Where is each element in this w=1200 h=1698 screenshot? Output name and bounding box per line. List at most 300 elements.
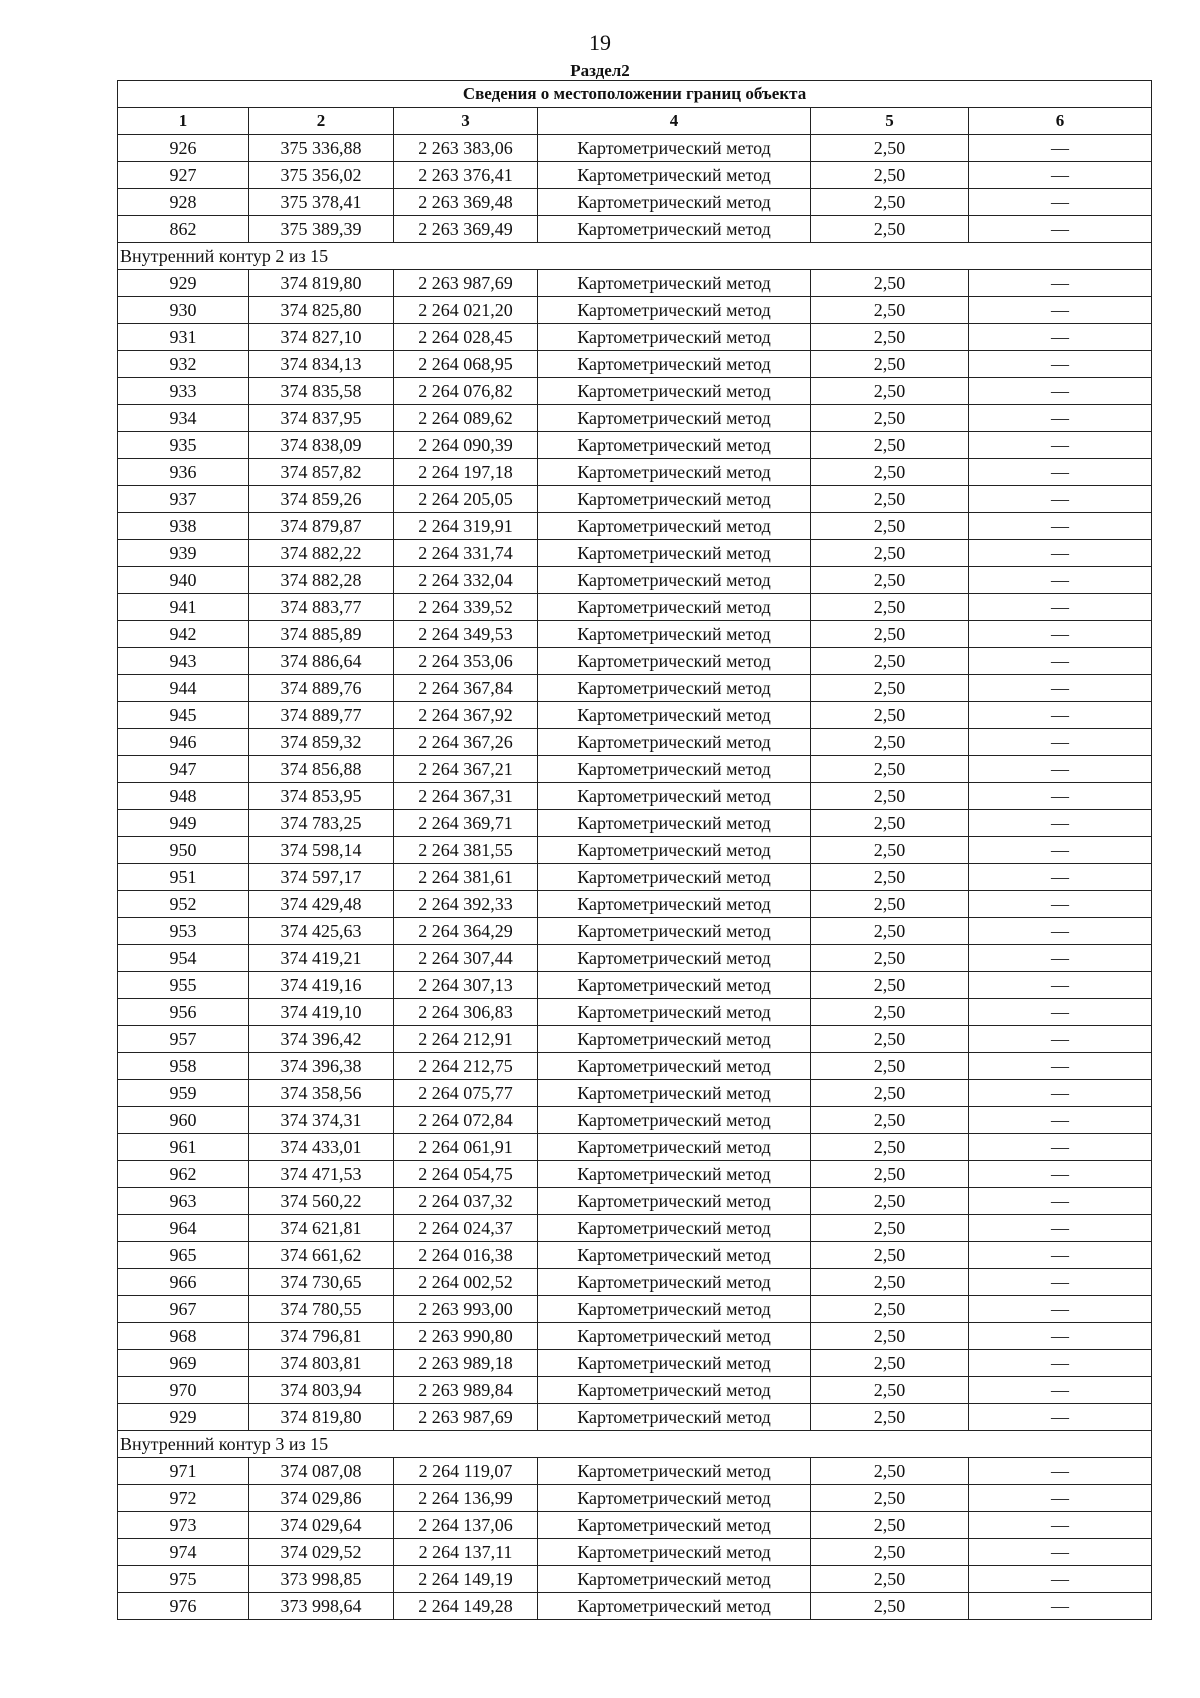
- table-row: [118, 459, 1152, 486]
- point-number-cell: 975: [118, 1566, 249, 1593]
- description-cell: —: [969, 1512, 1152, 1539]
- method-cell: Картометрический метод: [538, 864, 811, 891]
- description-cell: —: [969, 1242, 1152, 1269]
- table-caption: Сведения о местоположении границ объекта: [118, 81, 1152, 108]
- table-row: [118, 378, 1152, 405]
- point-number-cell: 927: [118, 162, 249, 189]
- x-coordinate-cell: 374 803,94: [249, 1377, 394, 1404]
- method-cell: Картометрический метод: [538, 594, 811, 621]
- x-coordinate-cell: 374 419,16: [249, 972, 394, 999]
- accuracy-cell: 2,50: [811, 1566, 969, 1593]
- y-coordinate-cell: 2 264 136,99: [394, 1485, 538, 1512]
- method-cell: Картометрический метод: [538, 729, 811, 756]
- method-cell: Картометрический метод: [538, 837, 811, 864]
- point-number-cell: 971: [118, 1458, 249, 1485]
- method-cell: Картометрический метод: [538, 189, 811, 216]
- table-row: [118, 999, 1152, 1026]
- x-coordinate-cell: 374 471,53: [249, 1161, 394, 1188]
- description-cell: —: [969, 648, 1152, 675]
- y-coordinate-cell: 2 264 349,53: [394, 621, 538, 648]
- y-coordinate-cell: 2 263 989,18: [394, 1350, 538, 1377]
- point-number-cell: 954: [118, 945, 249, 972]
- table-row: [118, 1512, 1152, 1539]
- table-row: [118, 1215, 1152, 1242]
- y-coordinate-cell: 2 264 076,82: [394, 378, 538, 405]
- method-cell: Картометрический метод: [538, 621, 811, 648]
- column-number: 4: [538, 108, 811, 135]
- table-row: [118, 1377, 1152, 1404]
- description-cell: —: [969, 756, 1152, 783]
- point-number-cell: 937: [118, 486, 249, 513]
- column-number: 1: [118, 108, 249, 135]
- accuracy-cell: 2,50: [811, 1053, 969, 1080]
- table-row: [118, 162, 1152, 189]
- method-cell: Картометрический метод: [538, 135, 811, 162]
- table-row: [118, 1350, 1152, 1377]
- accuracy-cell: 2,50: [811, 972, 969, 999]
- point-number-cell: 934: [118, 405, 249, 432]
- description-cell: —: [969, 945, 1152, 972]
- accuracy-cell: 2,50: [811, 918, 969, 945]
- x-coordinate-cell: 374 396,38: [249, 1053, 394, 1080]
- accuracy-cell: 2,50: [811, 513, 969, 540]
- method-cell: Картометрический метод: [538, 405, 811, 432]
- method-cell: Картометрический метод: [538, 1296, 811, 1323]
- table-row: [118, 324, 1152, 351]
- method-cell: Картометрический метод: [538, 270, 811, 297]
- coordinates-table: [117, 80, 1152, 1620]
- x-coordinate-cell: 374 597,17: [249, 864, 394, 891]
- contour-label: Внутренний контур 3 из 15: [118, 1431, 1152, 1458]
- x-coordinate-cell: 374 087,08: [249, 1458, 394, 1485]
- point-number-cell: 929: [118, 1404, 249, 1431]
- accuracy-cell: 2,50: [811, 837, 969, 864]
- x-coordinate-cell: 374 886,64: [249, 648, 394, 675]
- y-coordinate-cell: 2 264 205,05: [394, 486, 538, 513]
- description-cell: —: [969, 1107, 1152, 1134]
- point-number-cell: 933: [118, 378, 249, 405]
- accuracy-cell: 2,50: [811, 1296, 969, 1323]
- point-number-cell: 938: [118, 513, 249, 540]
- x-coordinate-cell: 374 419,10: [249, 999, 394, 1026]
- method-cell: Картометрический метод: [538, 702, 811, 729]
- x-coordinate-cell: 374 883,77: [249, 594, 394, 621]
- table-row: [118, 810, 1152, 837]
- point-number-cell: 955: [118, 972, 249, 999]
- table-row: [118, 297, 1152, 324]
- x-coordinate-cell: 374 029,52: [249, 1539, 394, 1566]
- point-number-cell: 964: [118, 1215, 249, 1242]
- description-cell: —: [969, 999, 1152, 1026]
- table-row: [118, 1296, 1152, 1323]
- accuracy-cell: 2,50: [811, 1080, 969, 1107]
- point-number-cell: 946: [118, 729, 249, 756]
- accuracy-cell: 2,50: [811, 216, 969, 243]
- accuracy-cell: 2,50: [811, 945, 969, 972]
- description-cell: —: [969, 270, 1152, 297]
- description-cell: —: [969, 1593, 1152, 1620]
- point-number-cell: 939: [118, 540, 249, 567]
- point-number-cell: 935: [118, 432, 249, 459]
- table-row: [118, 351, 1152, 378]
- x-coordinate-cell: 374 853,95: [249, 783, 394, 810]
- y-coordinate-cell: 2 264 319,91: [394, 513, 538, 540]
- y-coordinate-cell: 2 263 369,48: [394, 189, 538, 216]
- y-coordinate-cell: 2 264 392,33: [394, 891, 538, 918]
- description-cell: —: [969, 1215, 1152, 1242]
- method-cell: Картометрический метод: [538, 1458, 811, 1485]
- method-cell: Картометрический метод: [538, 162, 811, 189]
- description-cell: —: [969, 1458, 1152, 1485]
- table-row: [118, 648, 1152, 675]
- method-cell: Картометрический метод: [538, 1566, 811, 1593]
- table-row: [118, 135, 1152, 162]
- method-cell: Картометрический метод: [538, 297, 811, 324]
- x-coordinate-cell: 374 374,31: [249, 1107, 394, 1134]
- x-coordinate-cell: 374 730,65: [249, 1269, 394, 1296]
- y-coordinate-cell: 2 264 002,52: [394, 1269, 538, 1296]
- accuracy-cell: 2,50: [811, 648, 969, 675]
- table-row: [118, 783, 1152, 810]
- accuracy-cell: 2,50: [811, 405, 969, 432]
- description-cell: —: [969, 1026, 1152, 1053]
- accuracy-cell: 2,50: [811, 432, 969, 459]
- table-row: [118, 432, 1152, 459]
- description-cell: —: [969, 1350, 1152, 1377]
- y-coordinate-cell: 2 264 367,26: [394, 729, 538, 756]
- method-cell: Картометрический метод: [538, 513, 811, 540]
- method-cell: Картометрический метод: [538, 810, 811, 837]
- point-number-cell: 949: [118, 810, 249, 837]
- y-coordinate-cell: 2 263 376,41: [394, 162, 538, 189]
- table-row: [118, 891, 1152, 918]
- method-cell: Картометрический метод: [538, 945, 811, 972]
- table-row: [118, 864, 1152, 891]
- accuracy-cell: 2,50: [811, 1107, 969, 1134]
- method-cell: Картометрический метод: [538, 1539, 811, 1566]
- table-row: [118, 594, 1152, 621]
- x-coordinate-cell: 374 598,14: [249, 837, 394, 864]
- y-coordinate-cell: 2 264 068,95: [394, 351, 538, 378]
- x-coordinate-cell: 374 856,88: [249, 756, 394, 783]
- accuracy-cell: 2,50: [811, 594, 969, 621]
- x-coordinate-cell: 374 661,62: [249, 1242, 394, 1269]
- method-cell: Картометрический метод: [538, 324, 811, 351]
- accuracy-cell: 2,50: [811, 459, 969, 486]
- table-row: [118, 1404, 1152, 1431]
- x-coordinate-cell: 374 780,55: [249, 1296, 394, 1323]
- method-cell: Картометрический метод: [538, 1188, 811, 1215]
- section-title: Раздел2: [570, 61, 630, 80]
- point-number-cell: 936: [118, 459, 249, 486]
- method-cell: Картометрический метод: [538, 1053, 811, 1080]
- method-cell: Картометрический метод: [538, 1377, 811, 1404]
- table-row: [118, 567, 1152, 594]
- point-number-cell: 951: [118, 864, 249, 891]
- point-number-cell: 974: [118, 1539, 249, 1566]
- method-cell: Картометрический метод: [538, 432, 811, 459]
- contour-header-row: [118, 1431, 1152, 1458]
- method-cell: Картометрический метод: [538, 999, 811, 1026]
- column-number: 5: [811, 108, 969, 135]
- method-cell: Картометрический метод: [538, 1485, 811, 1512]
- method-cell: Картометрический метод: [538, 378, 811, 405]
- point-number-cell: 967: [118, 1296, 249, 1323]
- table-row: [118, 756, 1152, 783]
- method-cell: Картометрический метод: [538, 1215, 811, 1242]
- description-cell: —: [969, 1080, 1152, 1107]
- table-row: [118, 513, 1152, 540]
- accuracy-cell: 2,50: [811, 1269, 969, 1296]
- x-coordinate-cell: 374 825,80: [249, 297, 394, 324]
- accuracy-cell: 2,50: [811, 1026, 969, 1053]
- method-cell: Картометрический метод: [538, 486, 811, 513]
- point-number-cell: 973: [118, 1512, 249, 1539]
- x-coordinate-cell: 374 425,63: [249, 918, 394, 945]
- description-cell: —: [969, 378, 1152, 405]
- point-number-cell: 958: [118, 1053, 249, 1080]
- accuracy-cell: 2,50: [811, 999, 969, 1026]
- x-coordinate-cell: 374 859,26: [249, 486, 394, 513]
- x-coordinate-cell: 374 834,13: [249, 351, 394, 378]
- accuracy-cell: 2,50: [811, 783, 969, 810]
- x-coordinate-cell: 374 885,89: [249, 621, 394, 648]
- description-cell: —: [969, 1539, 1152, 1566]
- table-row: [118, 486, 1152, 513]
- x-coordinate-cell: 374 560,22: [249, 1188, 394, 1215]
- accuracy-cell: 2,50: [811, 1458, 969, 1485]
- description-cell: —: [969, 567, 1152, 594]
- point-number-cell: 931: [118, 324, 249, 351]
- method-cell: Картометрический метод: [538, 1404, 811, 1431]
- y-coordinate-cell: 2 264 037,32: [394, 1188, 538, 1215]
- x-coordinate-cell: 374 358,56: [249, 1080, 394, 1107]
- y-coordinate-cell: 2 264 306,83: [394, 999, 538, 1026]
- y-coordinate-cell: 2 264 137,11: [394, 1539, 538, 1566]
- accuracy-cell: 2,50: [811, 1350, 969, 1377]
- accuracy-cell: 2,50: [811, 135, 969, 162]
- method-cell: Картометрический метод: [538, 891, 811, 918]
- point-number-cell: 963: [118, 1188, 249, 1215]
- contour-header-row: [118, 243, 1152, 270]
- x-coordinate-cell: 374 889,76: [249, 675, 394, 702]
- x-coordinate-cell: 374 889,77: [249, 702, 394, 729]
- method-cell: Картометрический метод: [538, 1242, 811, 1269]
- point-number-cell: 929: [118, 270, 249, 297]
- x-coordinate-cell: 375 356,02: [249, 162, 394, 189]
- accuracy-cell: 2,50: [811, 1539, 969, 1566]
- table-row: [118, 1080, 1152, 1107]
- description-cell: —: [969, 1566, 1152, 1593]
- table-row: [118, 1134, 1152, 1161]
- description-cell: —: [969, 729, 1152, 756]
- point-number-cell: 976: [118, 1593, 249, 1620]
- accuracy-cell: 2,50: [811, 1188, 969, 1215]
- column-number-row: [118, 108, 1152, 135]
- table-row: [118, 945, 1152, 972]
- y-coordinate-cell: 2 264 367,92: [394, 702, 538, 729]
- y-coordinate-cell: 2 263 993,00: [394, 1296, 538, 1323]
- y-coordinate-cell: 2 264 072,84: [394, 1107, 538, 1134]
- accuracy-cell: 2,50: [811, 729, 969, 756]
- description-cell: —: [969, 459, 1152, 486]
- table-row: [118, 1566, 1152, 1593]
- point-number-cell: 952: [118, 891, 249, 918]
- point-number-cell: 940: [118, 567, 249, 594]
- method-cell: Картометрический метод: [538, 1134, 811, 1161]
- table-row: [118, 189, 1152, 216]
- y-coordinate-cell: 2 264 054,75: [394, 1161, 538, 1188]
- table-row: [118, 270, 1152, 297]
- description-cell: —: [969, 432, 1152, 459]
- point-number-cell: 948: [118, 783, 249, 810]
- point-number-cell: 945: [118, 702, 249, 729]
- point-number-cell: 962: [118, 1161, 249, 1188]
- table-row: [118, 216, 1152, 243]
- description-cell: —: [969, 135, 1152, 162]
- method-cell: Картометрический метод: [538, 567, 811, 594]
- x-coordinate-cell: 374 803,81: [249, 1350, 394, 1377]
- accuracy-cell: 2,50: [811, 1485, 969, 1512]
- x-coordinate-cell: 374 879,87: [249, 513, 394, 540]
- point-number-cell: 957: [118, 1026, 249, 1053]
- accuracy-cell: 2,50: [811, 864, 969, 891]
- column-number: 2: [249, 108, 394, 135]
- description-cell: —: [969, 675, 1152, 702]
- point-number-cell: 947: [118, 756, 249, 783]
- method-cell: Картометрический метод: [538, 918, 811, 945]
- y-coordinate-cell: 2 264 212,75: [394, 1053, 538, 1080]
- accuracy-cell: 2,50: [811, 810, 969, 837]
- x-coordinate-cell: 374 837,95: [249, 405, 394, 432]
- x-coordinate-cell: 374 429,48: [249, 891, 394, 918]
- table-caption-row: [118, 81, 1152, 108]
- column-number: 3: [394, 108, 538, 135]
- y-coordinate-cell: 2 264 353,06: [394, 648, 538, 675]
- table-row: [118, 1053, 1152, 1080]
- method-cell: Картометрический метод: [538, 1323, 811, 1350]
- point-number-cell: 950: [118, 837, 249, 864]
- point-number-cell: 959: [118, 1080, 249, 1107]
- point-number-cell: 960: [118, 1107, 249, 1134]
- description-cell: —: [969, 1188, 1152, 1215]
- method-cell: Картометрический метод: [538, 675, 811, 702]
- description-cell: —: [969, 1296, 1152, 1323]
- page-number: 19: [589, 30, 611, 55]
- description-cell: —: [969, 702, 1152, 729]
- accuracy-cell: 2,50: [811, 702, 969, 729]
- description-cell: —: [969, 972, 1152, 999]
- description-cell: —: [969, 1377, 1152, 1404]
- y-coordinate-cell: 2 264 339,52: [394, 594, 538, 621]
- y-coordinate-cell: 2 263 989,84: [394, 1377, 538, 1404]
- point-number-cell: 942: [118, 621, 249, 648]
- description-cell: —: [969, 351, 1152, 378]
- table-row: [118, 1593, 1152, 1620]
- table-row: [118, 972, 1152, 999]
- point-number-cell: 961: [118, 1134, 249, 1161]
- method-cell: Картометрический метод: [538, 351, 811, 378]
- description-cell: —: [969, 513, 1152, 540]
- description-cell: —: [969, 783, 1152, 810]
- table-row: [118, 837, 1152, 864]
- accuracy-cell: 2,50: [811, 1593, 969, 1620]
- y-coordinate-cell: 2 264 332,04: [394, 567, 538, 594]
- y-coordinate-cell: 2 264 090,39: [394, 432, 538, 459]
- method-cell: Картометрический метод: [538, 540, 811, 567]
- accuracy-cell: 2,50: [811, 486, 969, 513]
- description-cell: —: [969, 540, 1152, 567]
- accuracy-cell: 2,50: [811, 891, 969, 918]
- method-cell: Картометрический метод: [538, 1107, 811, 1134]
- description-cell: —: [969, 918, 1152, 945]
- point-number-cell: 968: [118, 1323, 249, 1350]
- y-coordinate-cell: 2 264 149,28: [394, 1593, 538, 1620]
- y-coordinate-cell: 2 263 369,49: [394, 216, 538, 243]
- accuracy-cell: 2,50: [811, 297, 969, 324]
- x-coordinate-cell: 374 882,22: [249, 540, 394, 567]
- x-coordinate-cell: 373 998,64: [249, 1593, 394, 1620]
- table-row: [118, 702, 1152, 729]
- point-number-cell: 944: [118, 675, 249, 702]
- point-number-cell: 972: [118, 1485, 249, 1512]
- description-cell: —: [969, 324, 1152, 351]
- description-cell: —: [969, 189, 1152, 216]
- method-cell: Картометрический метод: [538, 1026, 811, 1053]
- y-coordinate-cell: 2 264 149,19: [394, 1566, 538, 1593]
- y-coordinate-cell: 2 264 381,61: [394, 864, 538, 891]
- accuracy-cell: 2,50: [811, 378, 969, 405]
- method-cell: Картометрический метод: [538, 459, 811, 486]
- table-row: [118, 675, 1152, 702]
- point-number-cell: 926: [118, 135, 249, 162]
- y-coordinate-cell: 2 264 367,21: [394, 756, 538, 783]
- accuracy-cell: 2,50: [811, 756, 969, 783]
- y-coordinate-cell: 2 264 212,91: [394, 1026, 538, 1053]
- accuracy-cell: 2,50: [811, 567, 969, 594]
- description-cell: —: [969, 864, 1152, 891]
- description-cell: —: [969, 297, 1152, 324]
- description-cell: —: [969, 891, 1152, 918]
- y-coordinate-cell: 2 264 307,44: [394, 945, 538, 972]
- point-number-cell: 953: [118, 918, 249, 945]
- table-row: [118, 1539, 1152, 1566]
- table-row: [118, 1188, 1152, 1215]
- x-coordinate-cell: 374 396,42: [249, 1026, 394, 1053]
- table-row: [118, 918, 1152, 945]
- method-cell: Картометрический метод: [538, 1161, 811, 1188]
- y-coordinate-cell: 2 264 307,13: [394, 972, 538, 999]
- accuracy-cell: 2,50: [811, 1242, 969, 1269]
- point-number-cell: 941: [118, 594, 249, 621]
- y-coordinate-cell: 2 264 367,84: [394, 675, 538, 702]
- point-number-cell: 928: [118, 189, 249, 216]
- description-cell: —: [969, 405, 1152, 432]
- x-coordinate-cell: 374 029,64: [249, 1512, 394, 1539]
- y-coordinate-cell: 2 263 987,69: [394, 1404, 538, 1431]
- description-cell: —: [969, 1161, 1152, 1188]
- table-row: [118, 621, 1152, 648]
- table-row: [118, 1485, 1152, 1512]
- method-cell: Картометрический метод: [538, 648, 811, 675]
- description-cell: —: [969, 837, 1152, 864]
- table-row: [118, 540, 1152, 567]
- x-coordinate-cell: 374 621,81: [249, 1215, 394, 1242]
- accuracy-cell: 2,50: [811, 1512, 969, 1539]
- method-cell: Картометрический метод: [538, 783, 811, 810]
- method-cell: Картометрический метод: [538, 1080, 811, 1107]
- x-coordinate-cell: 373 998,85: [249, 1566, 394, 1593]
